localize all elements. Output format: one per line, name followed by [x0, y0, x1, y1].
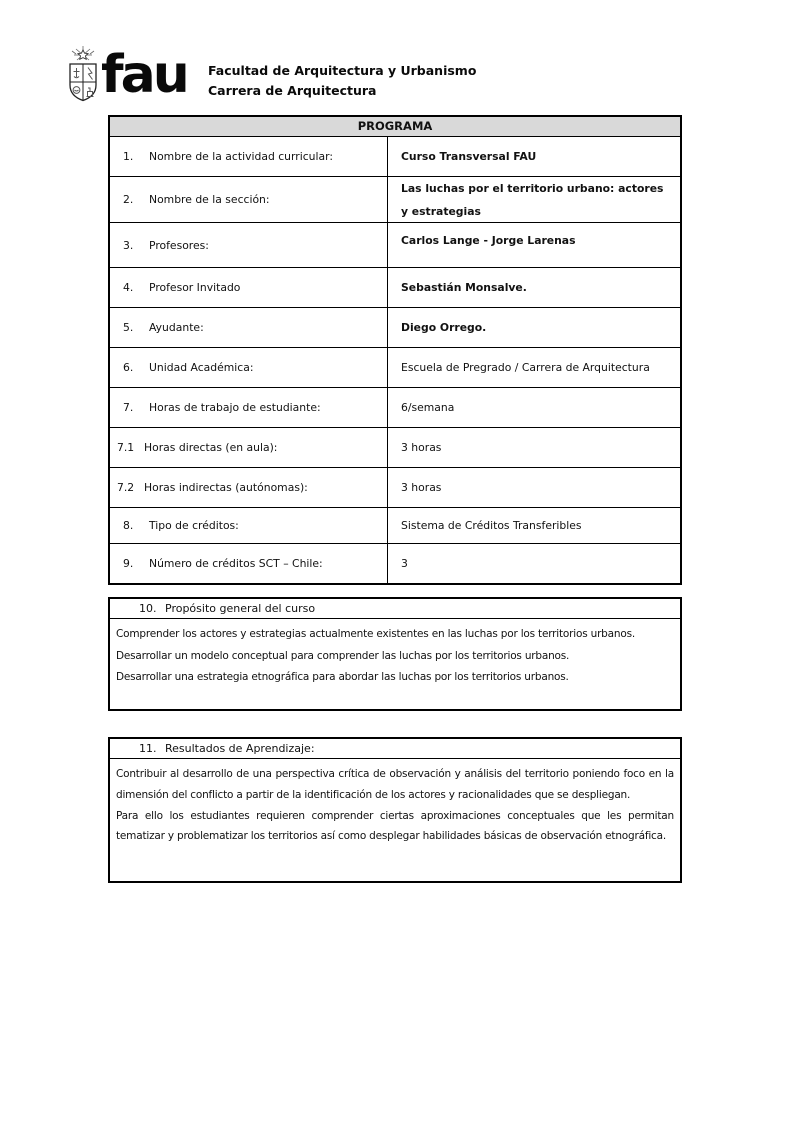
row-number: 3.: [123, 238, 134, 252]
program-table: [108, 115, 682, 585]
row-label-cell: [110, 308, 387, 347]
row-number: 7.2: [117, 481, 135, 494]
row-label: Horas de trabajo de estudiante:: [149, 401, 321, 414]
row-number: 7.: [123, 401, 134, 414]
fau-logo: fau: [101, 45, 187, 105]
row-label-cell: [110, 223, 387, 267]
section-11-heading: [110, 739, 680, 759]
row-number: 7.1: [117, 441, 135, 454]
table-row: [110, 544, 680, 583]
purpose-line: Desarrollar un modelo conceptual para comprender las luchas por los territorios urbanos.: [116, 649, 570, 662]
row-label: Nombre de la actividad curricular:: [149, 150, 333, 163]
career-name: Carrera de Arquitectura: [208, 83, 377, 98]
row-number: 6.: [123, 361, 134, 374]
purpose-line: Desarrollar una estrategia etnográfica para abordar las luchas por los territorios urbanos.: [116, 671, 569, 683]
section-10-title: Propósito general del curso: [165, 602, 316, 615]
row-number: 1.: [123, 150, 134, 163]
table-row: [110, 223, 680, 268]
row-number: 4.: [123, 281, 134, 294]
row-label: Unidad Académica:: [149, 361, 254, 374]
table-row: [110, 348, 680, 388]
row-label: Nombre de la sección:: [149, 193, 270, 206]
row-label: Profesor Invitado: [149, 281, 241, 294]
table-row: [110, 308, 680, 348]
table-row: [110, 177, 680, 223]
faculty-header: [208, 61, 476, 101]
learning-outcome-paragraph: Contribuir al desarrollo de una perspectiva crítica de observación y análisis del territorio poniendo foco en la dimensión del conflicto a partir de la identificación de los actores y racionalidades que se despliegan.: [116, 768, 674, 801]
faculty-name: Facultad de Arquitectura y Urbanismo: [208, 63, 477, 78]
section-proposito-general: [108, 597, 682, 711]
row-value: 3: [387, 544, 680, 583]
row-value: Carlos Lange - Jorge Larenas: [387, 223, 680, 267]
row-label-cell: [110, 268, 387, 307]
section-10-number: 10.: [139, 602, 157, 615]
row-label-cell: [110, 388, 387, 427]
universidad-de-chile-seal-icon: [63, 45, 103, 109]
section-resultados-aprendizaje: [108, 737, 682, 883]
table-row: [110, 137, 680, 177]
table-row: [110, 468, 680, 508]
row-label-cell: [110, 428, 387, 467]
row-label: Ayudante:: [149, 321, 204, 334]
row-value: Diego Orrego.: [387, 308, 680, 347]
row-number: 9.: [123, 557, 134, 570]
row-label: Profesores:: [149, 238, 209, 252]
row-label: Número de créditos SCT – Chile:: [149, 557, 323, 570]
row-label-cell: [110, 508, 387, 543]
row-label-cell: [110, 468, 387, 507]
row-label-cell: [110, 544, 387, 583]
learning-outcome-paragraph: Para ello los estudiantes requieren comprender ciertas aproximaciones conceptuales que les permitan tematizar y problematizar los territorios así como desplegar habilidades básicas de observación etnográfica.: [116, 809, 674, 843]
row-value: 3 horas: [387, 468, 680, 507]
row-value: Sistema de Créditos Transferibles: [387, 508, 680, 543]
row-value: Curso Transversal FAU: [387, 137, 680, 176]
row-label-cell: [110, 348, 387, 387]
section-11-title: Resultados de Aprendizaje:: [165, 742, 315, 755]
row-value: Escuela de Pregrado / Carrera de Arquitectura: [387, 348, 680, 387]
row-number: 8.: [123, 519, 134, 532]
program-table-title: PROGRAMA: [110, 117, 680, 137]
row-label: Tipo de créditos:: [149, 519, 239, 532]
row-value: 6/semana: [387, 388, 680, 427]
row-number: 5.: [123, 321, 134, 334]
section-11-number: 11.: [139, 742, 157, 755]
section-10-heading: [110, 599, 680, 619]
row-value: Sebastián Monsalve.: [387, 268, 680, 307]
section-10-body: [110, 619, 680, 709]
row-label-cell: [110, 137, 387, 176]
purpose-line: Comprender los actores y estrategias actualmente existentes en las luchas por los territorios urbanos.: [116, 628, 635, 640]
row-value: Las luchas por el territorio urbano: actores y estrategias: [387, 177, 680, 222]
table-row: [110, 268, 680, 308]
program-table-rows: [110, 137, 680, 583]
table-row: [110, 508, 680, 544]
table-row: [110, 388, 680, 428]
section-11-body: [110, 759, 680, 881]
row-label: Horas indirectas (autónomas):: [144, 481, 308, 494]
table-row: [110, 428, 680, 468]
row-number: 2.: [123, 193, 134, 206]
row-value: 3 horas: [387, 428, 680, 467]
row-label-cell: [110, 177, 387, 222]
row-label: Horas directas (en aula):: [144, 441, 278, 454]
